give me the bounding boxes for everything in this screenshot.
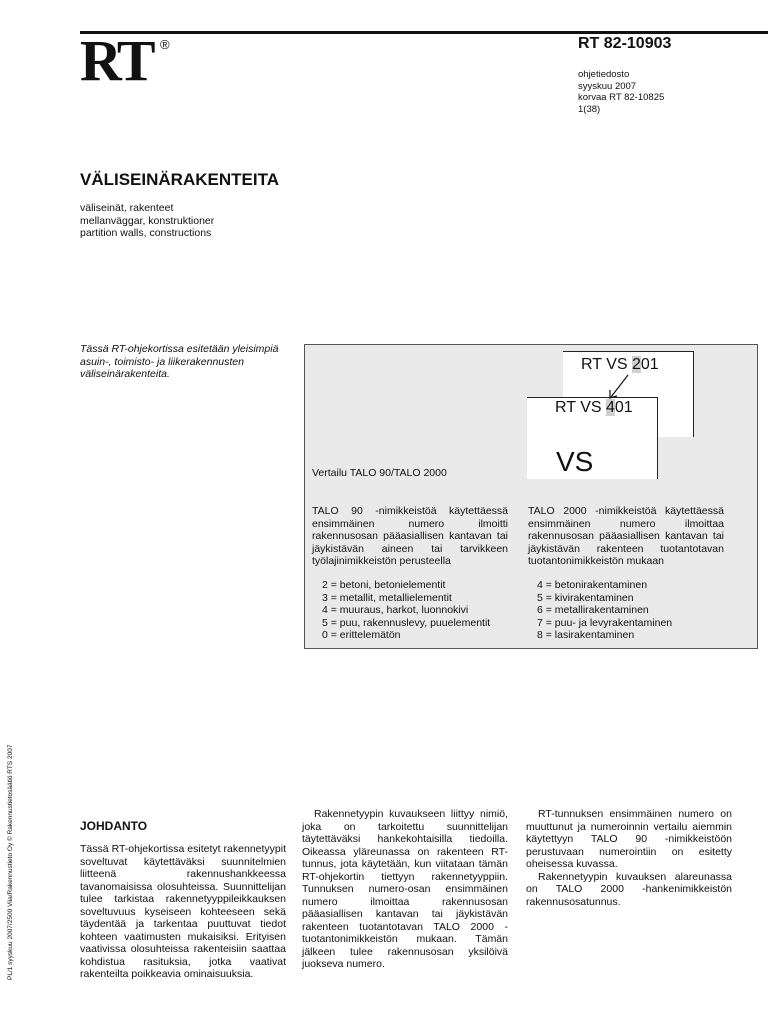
talo90-list <box>322 579 490 642</box>
document-meta <box>578 69 664 115</box>
talo2000-description: TALO 2000 -nimikkeistöä käytettäessä ensimmäinen numero ilmoittaa rakennusosan pääasiallisen kantavan tai jäykistävän rakenteen tuotantotavan tuotantonimikkeistön mukaan <box>528 505 724 567</box>
subtitle-fi: väliseinät, rakenteet <box>80 202 174 214</box>
meta-pages: 1(38) <box>578 103 601 115</box>
subtitles <box>80 202 214 240</box>
old-code-suffix: 01 <box>640 356 659 373</box>
list-item: 4 = betonirakentaminen <box>537 579 648 591</box>
subtitle-en: partition walls, constructions <box>80 227 212 239</box>
paragraph: Rakennetyypin kuvauksen alareunassa on TALO 2000 -hankenimikkeistön rakennusosatunnus. <box>526 870 732 908</box>
registered-mark: ® <box>160 37 170 52</box>
document-number: RT 82-10903 <box>578 35 672 52</box>
list-item: 2 = betoni, betonielementit <box>322 579 446 591</box>
new-code-label <box>555 399 633 417</box>
paragraph: Rakennetyypin kuvaukseen liittyy nimiö, joka on tarkoitettu suunnittelijan täytettäväksi hankekohtaisilla tiedoilla. Oikeassa yläreunassa on rakenteen RT-tunnus, jota käytetään, kun viitataan tämän RT-ohjekortin tiettyyn rakennetyyppiin. Tunnuksen numero-osan ensimmäinen numero ilmoittaa rakennusosan pääasiallisen kantavan tai jäykistävän rakenteen tuotantotavan TALO 2000 -tuotantonimikkeistön mukaan. Tämän jälkeen tulee rakennusosan yksilöivä juokseva numero. <box>302 808 508 970</box>
talo2000-list <box>537 579 672 642</box>
list-item: 7 = puu- ja levyrakentaminen <box>537 616 673 629</box>
old-code-digit: 2 <box>631 356 641 373</box>
new-code-prefix: RT VS <box>555 399 606 416</box>
body-column-1 <box>80 843 286 981</box>
list-item: 3 = metallit, metallielementit <box>322 591 452 604</box>
old-code-label <box>581 356 659 374</box>
paragraph: Tässä RT-ohjekortissa esitetyt rakennetyypit soveltuvat käytettäväksi suunnitelmien liitteenä rakennushankkeessa tavanomaisissa olosuhteissa. Suunnittelijan tulee tarkistaa rakennetyyppileikkauksen soveltuvuus kyseiseen kohteeseen sekä täydentää ja tarkentaa puuttuvat tiedot kohteen vaatimusten mukaisiksi. Erityisen vaativissa olosuhteissa rakenteisiin saattaa kohdistua rasituksia, jotka vaativat rakenteilta poikkeavia ominaisuuksia. <box>80 843 286 980</box>
subtitle-sv: mellanväggar, konstruktioner <box>80 214 215 227</box>
list-item: 5 = puu, rakennuslevy, puuelementit <box>322 616 491 629</box>
paragraph: RT-tunnuksen ensimmäinen numero on muuttunut ja numeroinnin vertailu aiemmin käytettyyn TALO 90 -nimikkeistöön perustuvaan numerointiin on esitetty oheisessa kuvassa. <box>526 808 732 870</box>
talo90-description: TALO 90 -nimikkeistöä käytettäessä ensimmäinen numero ilmoitti rakennusosan pääasiallisen kantavan tai jäykistävän aineen tai tarvikkeen työlajinimikkeistön perusteella <box>312 505 508 567</box>
old-code-prefix: RT VS <box>581 356 632 373</box>
side-note: PL/1 syyskuu 2007/2500 Viia/Rakennustieto Oy © Rakennustietosäätiö RTS 2007 <box>7 744 14 980</box>
comparison-title: Vertailu TALO 90/TALO 2000 <box>312 467 447 479</box>
list-item: 0 = erittelemätön <box>322 629 401 641</box>
new-code-suffix: 01 <box>614 399 633 416</box>
meta-replaces: korvaa RT 82-10825 <box>578 92 665 103</box>
list-item: 8 = lasirakentaminen <box>537 629 635 641</box>
new-code-digit: 4 <box>605 399 615 416</box>
list-item: 5 = kivirakentaminen <box>537 591 634 604</box>
section-heading: JOHDANTO <box>80 819 148 833</box>
header-rule <box>80 31 768 34</box>
list-item: 4 = muuraus, harkot, luonnokivi <box>322 604 469 616</box>
meta-date: syyskuu 2007 <box>578 80 637 92</box>
arrow-icon <box>606 373 632 401</box>
rt-logo: RT <box>80 28 153 93</box>
intro-text: Tässä RT-ohjekortissa esitetään yleisimpiä asuin-, toimisto- ja liikerakennusten väliseinärakenteita. <box>80 343 279 380</box>
body-column-2 <box>302 808 508 971</box>
body-column-3 <box>526 808 732 908</box>
list-item: 6 = metallirakentaminen <box>537 604 649 616</box>
page-title: VÄLISEINÄRAKENTEITA <box>80 170 279 189</box>
meta-type: ohjetiedosto <box>578 69 630 80</box>
vs-label: VS <box>556 446 594 477</box>
